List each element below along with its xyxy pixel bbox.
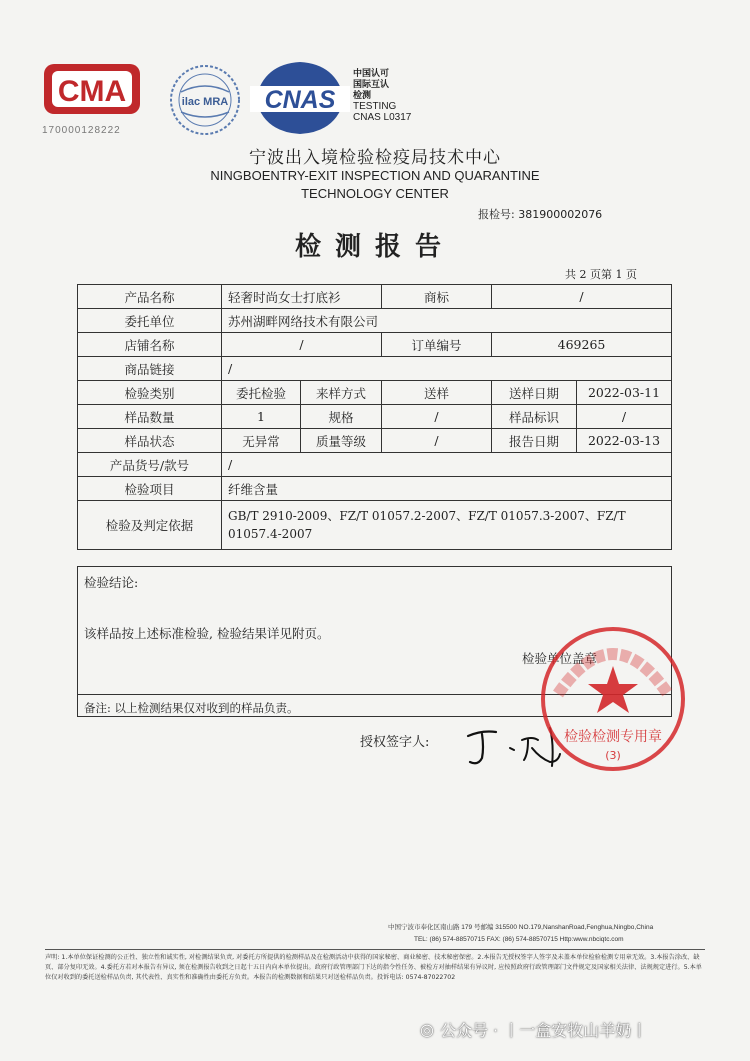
table-row: 样品状态 无异常 质量等级 / 报告日期 2022-03-13 <box>78 429 672 453</box>
svg-text:CMA: CMA <box>57 75 127 108</box>
report-number: 报检号: 381900002076 <box>478 208 603 221</box>
disclaimer: 声明: 1.本单位保证检测的公正性、独立性和诚实性, 对检测结果负责, 对委托方所提供的检测样品及在检测活动中获得的国家秘密、商业秘密、技术秘密保密。2.本报告无授权签字人签字及未盖本单位检验检测专用章无效。3.本报告涂改、缺页、部分复印无效。4.委托方若对本报告有异议, 须在检测报告收到之日起十五日内向本单位提出。政府行政管理部门下达的指令性任务、被检方对抽样结果有异议时, 应按照政府行政管理部门文件规定及国家相关法律、法规规定进行。5.本单位仅对收到的委托送检样品负责, 其代表性、真实性和准确性由委托方负责。本报告的检测数据和结果只对送检样品负责。投诉电话: 0574-87022702 <box>45 954 702 981</box>
wechat-icon: ◎ <box>420 1020 434 1039</box>
organization-name-en: NINGBOENTRY-EXIT INSPECTION AND QUARANTINE TECHNOLOGY CENTER <box>210 168 540 201</box>
table-row: 商品链接 / <box>78 357 672 381</box>
cnas-logo <box>250 58 350 138</box>
table-row: 委托单位 苏州湖畔网络技术有限公司 <box>78 309 672 333</box>
footer-address: 中国宁波市奉化区南山路 179 号邮编 315500 NO.179,NanshanRoad,Fenghua,Ningbo,China <box>388 924 654 931</box>
wechat-watermark: ◎ 公众号 · 丨一盒安牧山羊奶丨 <box>420 1020 648 1040</box>
remark: 备注: 以上检测结果仅对收到的样品负责。 <box>78 694 671 721</box>
svg-text:ilac MRA: ilac MRA <box>181 96 229 108</box>
organization-name-cn: 宁波出入境检验检疫局技术中心 <box>249 148 501 168</box>
report-table <box>77 284 672 550</box>
ilac-mra-logo <box>165 62 245 138</box>
cnas-accreditation-text: 中国认可 国际互认 检测 TESTING CNAS L0317 <box>353 68 412 123</box>
signer-label: 授权签字人: <box>360 735 430 750</box>
table-row: 产品名称 轻奢时尚女士打底衫 商标 / <box>78 285 672 309</box>
table-row: 检验及判定依据 GB/T 2910-2009、FZ/T 01057.2-2007、FZ/T 01057.3-2007、FZ/T 01057.4-2007 <box>78 501 672 550</box>
seal-label: 检验单位盖章 <box>522 651 598 666</box>
svg-text:检验检测专用章: 检验检测专用章 <box>564 729 662 745</box>
cma-code: 170000128222 <box>42 125 121 136</box>
svg-text:CNAS: CNAS <box>264 86 336 114</box>
page-info: 共 2 页第 1 页 <box>565 268 637 281</box>
svg-text:(3): (3) <box>605 749 621 762</box>
table-row: 检验项目 纤维含量 <box>78 477 672 501</box>
table-row: 产品货号/款号 / <box>78 453 672 477</box>
conclusion-label: 检验结论: <box>84 575 139 590</box>
table-row: 样品数量 1 规格 / 样品标识 / <box>78 405 672 429</box>
footer-divider <box>45 949 705 950</box>
conclusion-text: 该样品按上述标准检验, 检验结果详见附页。 <box>84 626 330 641</box>
official-seal-stamp <box>538 624 688 774</box>
cma-logo <box>42 62 142 122</box>
report-title: 检测报告 <box>294 232 455 262</box>
table-row: 店铺名称 / 订单编号 469265 <box>78 333 672 357</box>
footer-contact: TEL: (86) 574-88570715 FAX: (86) 574-88570715 Http:www.nbciqtc.com <box>414 936 624 943</box>
table-row: 检验类别 委托检验 来样方式 送样 送样日期 2022-03-11 <box>78 381 672 405</box>
